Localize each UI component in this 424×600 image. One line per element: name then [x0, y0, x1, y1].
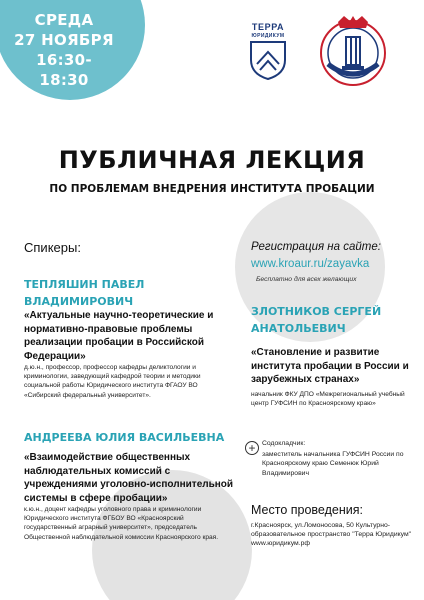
speaker-talk-zlotnikov: «Становление и развитие института пробации в России и зарубежных странах» — [251, 347, 409, 385]
speaker-bio-tepliashin: д.ю.н., профессор, профессор кафедры деликтологии и криминологии, заведующий кафедрой теории и методики социальной работы Юридического института ФГАОУ ВО «Сибирский федеральный университет». — [24, 364, 201, 399]
venue-label: Место проведения: — [251, 503, 363, 517]
speaker-name-tepliashin: ТЕПЛЯШИН ПАВЕЛ ВЛАДИМИРОВИЧ — [24, 278, 145, 308]
event-datetime — [14, 10, 114, 90]
association-emblem-icon — [316, 14, 390, 88]
speaker-bio-zlotnikov: начальник ФКУ ДПО «Межрегиональный учебный центр ГУФСИН по Красноярскому краю» — [251, 391, 405, 408]
lawyers-association-logo — [316, 14, 390, 88]
speaker-talk-andreeva: «Взаимодействие общественных наблюдательных комиссий с учреждениями уголовно-исполнительной системы в сфере пробации» — [24, 452, 234, 504]
speaker-bio-andreeva: к.ю.н., доцент кафедры уголовного права и криминологии Юридического института ФГБОУ ВО «Красноярский государственный аграрный университет», председатель Общественной наблюдательной комиссии Красноярского края. — [24, 506, 219, 541]
event-date: 27 НОЯБРЯ — [14, 31, 114, 49]
event-day: СРЕДА — [34, 11, 94, 29]
registration-link[interactable]: www.kroaur.ru/zayavka — [251, 258, 370, 270]
lecture-subtitle: ПО ПРОБЛЕМАМ ВНЕДРЕНИЯ ИНСТИТУТА ПРОБАЦИИ — [49, 183, 375, 195]
event-time: 16:30-18:30 — [36, 51, 92, 89]
terra-juridicum-logo — [246, 22, 290, 82]
speaker-name-andreeva: АНДРЕЕВА ЮЛИЯ ВАСИЛЬЕВНА — [24, 431, 225, 444]
speaker-talk-tepliashin: «Актуальные научно-теоретические и нормативно-правовые проблемы реализации пробации в Российской Федерации» — [24, 310, 214, 362]
terra-shield-icon — [249, 40, 287, 80]
co-speaker-label: Содокладчик: — [262, 440, 306, 447]
registration-note: Бесплатно для всех желающих — [256, 276, 357, 283]
lecture-title: ПУБЛИЧНАЯ ЛЕКЦИЯ — [58, 146, 366, 174]
co-speaker-text: заместитель начальника ГУФСИН России по Красноярскому краю Семенюк Юрий Владимирович — [262, 451, 404, 477]
terra-logo-title: ТЕРРА — [251, 22, 285, 32]
registration-label: Регистрация на сайте: — [251, 241, 381, 253]
terra-logo-subtitle: ЮРИДИКУМ — [251, 33, 285, 39]
speakers-heading: Спикеры: — [24, 240, 81, 255]
plus-icon: + — [245, 441, 259, 455]
speaker-name-zlotnikov: ЗЛОТНИКОВ СЕРГЕЙ АНАТОЛЬЕВИЧ — [251, 305, 382, 335]
venue-text: г.Красноярск, ул.Ломоносова, 50 Культурно-образовательное пространство "Терра Юридикум" www.юридикум.рф — [251, 522, 412, 548]
